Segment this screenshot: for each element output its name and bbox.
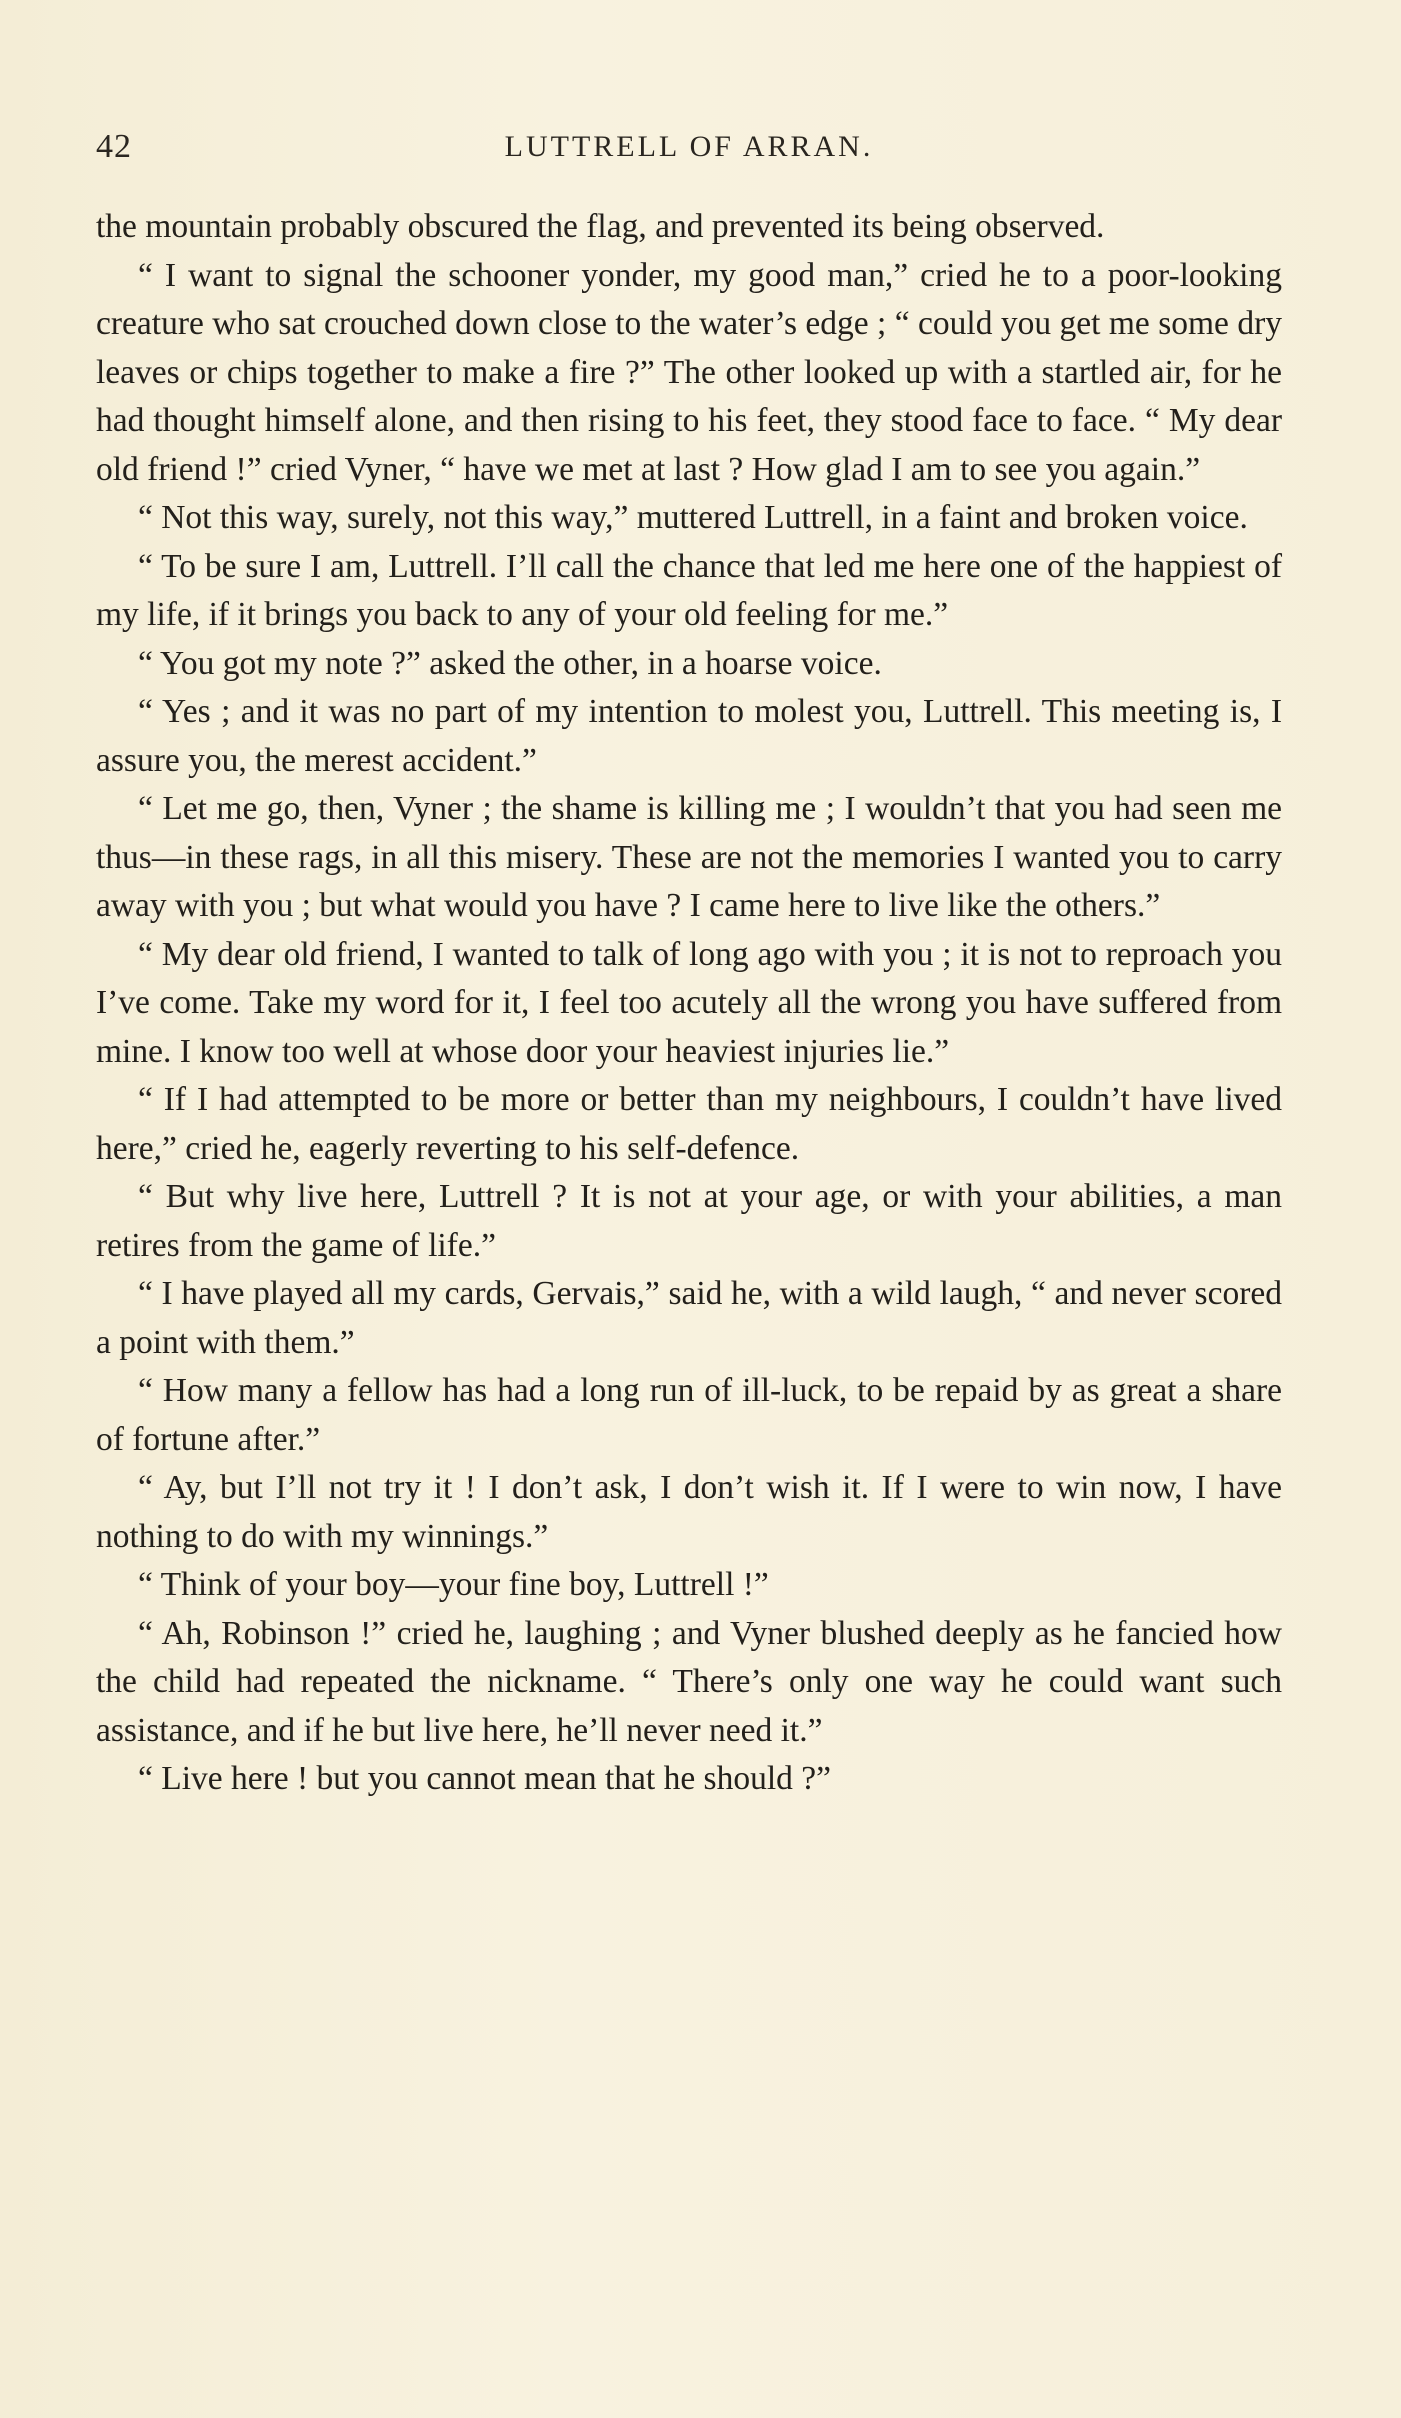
body-text [96, 203, 1282, 1804]
paragraph: “ You got my note ?” asked the other, in a hoarse voice. [138, 644, 882, 682]
paragraph: “ Live here ! but you cannot mean that he should ?” [138, 1760, 832, 1797]
paragraph: the mountain probably obscured the flag, and prevented its being observed. [96, 208, 1105, 245]
paragraph: “ I want to signal the schooner yonder, my good man,” cried he to a poor-looking creature who sat crouched down close to the water’s edge ; “ could you get me some dry leaves or chips together to make a fire ?” The other looked up with a startled air, for he had thought himself alone, and then rising to his feet, they stood face to face. “ My dear old friend !” cried Vyner, “ have we met at last ? How glad I am to see you again.” [96, 256, 1282, 488]
paragraph: “ To be sure I am, Luttrell. I’ll call the chance that led me here one of the happiest of my life, if it brings you back to any of your old feeling for me.” [96, 547, 1282, 633]
paragraph: “ How many a fellow has had a long run of ill-luck, to be repaid by as great a share of fortune after.” [96, 1372, 1282, 1458]
paragraph: “ If I had attempted to be more or better than my neighbours, I couldn’t have lived here,” cried he, eagerly reverting to his self-defence. [96, 1081, 1282, 1167]
paragraph: “ But why live here, Luttrell ? It is not at your age, or with your abilities, a man retires from the game of life.” [96, 1178, 1282, 1264]
paragraph: “ Not this way, surely, not this way,” muttered Luttrell, in a faint and broken voice. [138, 499, 1248, 536]
page-header [96, 128, 1282, 178]
paragraph: “ Ay, but I’ll not try it ! I don’t ask, I don’t wish it. If I were to win now, I have nothing to do with my winnings.” [96, 1469, 1282, 1555]
paragraph: “ Let me go, then, Vyner ; the shame is killing me ; I wouldn’t that you had seen me thus—in these rags, in all this misery. These are not the memories I wanted you to carry away with you ; but what would you have ? I came here to live like the others.” [96, 790, 1282, 924]
paragraph: “ I have played all my cards, Gervais,” said he, with a wild laugh, “ and never scored a point with them.” [96, 1275, 1282, 1361]
page-number: 42 [96, 128, 132, 165]
paragraph: “ My dear old friend, I wanted to talk of long ago with you ; it is not to reproach you I’ve come. Take my word for it, I feel too acutely all the wrong you have suffered from mine. I know too well at whose door your heaviest injuries lie.” [96, 935, 1282, 1070]
paragraph: “ Ah, Robinson !” cried he, laughing ; and Vyner blushed deeply as he fancied how the child had repeated the nickname. “ There’s only one way he could want such assistance, and if he but live here, he’ll never need it.” [96, 1614, 1282, 1749]
paragraph: “ Think of your boy—your fine boy, Luttrell !” [138, 1566, 769, 1603]
running-title: LUTTRELL OF ARRAN. [504, 130, 874, 163]
paragraph: “ Yes ; and it was no part of my intention to molest you, Luttrell. This meeting is, I assure you, the merest accident.” [96, 693, 1282, 779]
